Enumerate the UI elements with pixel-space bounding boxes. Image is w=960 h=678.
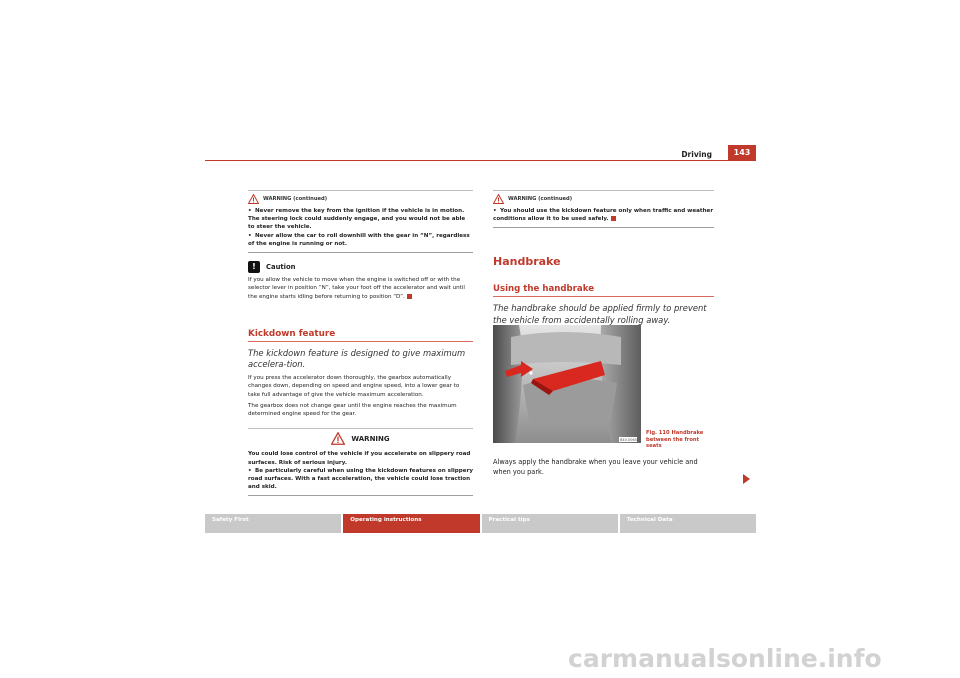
page-number: 143: [728, 145, 756, 161]
caution-icon: !: [248, 261, 260, 273]
handbrake-figure: [493, 325, 641, 443]
warning-item: • Be particularly careful when using the kickdown features on slippery road surfaces. With a fast acceleration, the vehicle could lose traction and skid.: [248, 467, 474, 491]
handbrake-illustration: [493, 325, 641, 443]
warning-continued-box: [493, 190, 714, 228]
continue-arrow-icon: [743, 474, 750, 484]
warning-continued-header: [493, 194, 714, 207]
handbrake-paragraph: Always apply the handbrake when you leave your vehicle and when you park.: [493, 458, 698, 476]
warning-item: • Never remove the key from the ignition if the vehicle is in motion. The steering lock could suddenly engage, and you would not be able to steer the vehicle.: [248, 208, 466, 231]
warning-label: WARNING: [351, 434, 390, 443]
kickdown-paragraph: The gearbox does not change gear until the engine reaches the maximum determined engine speed for the gear.: [248, 402, 457, 418]
section-title: Driving: [681, 150, 712, 159]
warning-continued-label: WARNING (continued): [263, 196, 328, 202]
caution-label: Caution: [266, 263, 296, 272]
left-column: [248, 190, 473, 496]
caution-header: [248, 261, 473, 273]
tab-technical-data[interactable]: Technical Data: [620, 514, 756, 533]
using-handbrake-heading: Using the handbrake: [493, 284, 714, 297]
warning-continued-box: [248, 190, 473, 253]
kickdown-paragraph: If you press the accelerator down thoroughly, the gearbox automatically changes down, depending on speed and engine speed, into a lower gear to take full advantage of give the vehicle maximum acceleration.: [248, 374, 460, 398]
warning-text: You could lose control of the vehicle if you accelerate on slippery road surfaces. Risk of serious injury.: [248, 451, 471, 466]
end-marker-icon: [611, 216, 616, 221]
caution-text: If you allow the vehicle to move when the engine is switched off or with the selector lever in position “N”, take your foot off the accelerator and wait until the engine starts idling before returning to position “D”.: [248, 277, 465, 300]
figure-caption: Fig. 110 Handbrake between the front seats: [646, 430, 704, 449]
tab-safety-first[interactable]: Safety First: [205, 514, 341, 533]
figure-code: B4V-0065: [620, 438, 637, 442]
warning-triangle-icon: [493, 194, 504, 204]
warning-continued-header: [248, 194, 473, 207]
warning-header: [248, 432, 473, 450]
end-marker-icon: [407, 294, 412, 299]
header-rule: [205, 160, 756, 161]
handbrake-heading: Handbrake: [493, 255, 561, 269]
warning-triangle-icon: [248, 194, 259, 204]
warning-triangle-icon: [331, 432, 345, 445]
tab-operating-instructions[interactable]: Operating instructions: [343, 514, 479, 533]
handbrake-lede: The handbrake should be applied firmly to prevent the vehicle from accidentally rolling away.: [493, 303, 707, 325]
warning-item: • Never allow the car to roll downhill with the gear in “N”, regardless of the engine is running or not.: [248, 232, 470, 247]
right-column: [493, 190, 714, 329]
footer-tabs: [205, 514, 756, 533]
kickdown-heading: Kickdown feature: [248, 329, 473, 342]
warning-item: • You should use the kickdown feature only when traffic and weather conditions allow it to be used safely.: [493, 208, 714, 223]
tab-practical-tips[interactable]: Practical tips: [482, 514, 618, 533]
kickdown-lede: The kickdown feature is designed to give maximum accelera-tion.: [248, 347, 466, 370]
warning-box: [248, 428, 473, 496]
warning-continued-label: WARNING (continued): [508, 196, 573, 202]
watermark: carmanualsonline.info: [568, 644, 882, 673]
